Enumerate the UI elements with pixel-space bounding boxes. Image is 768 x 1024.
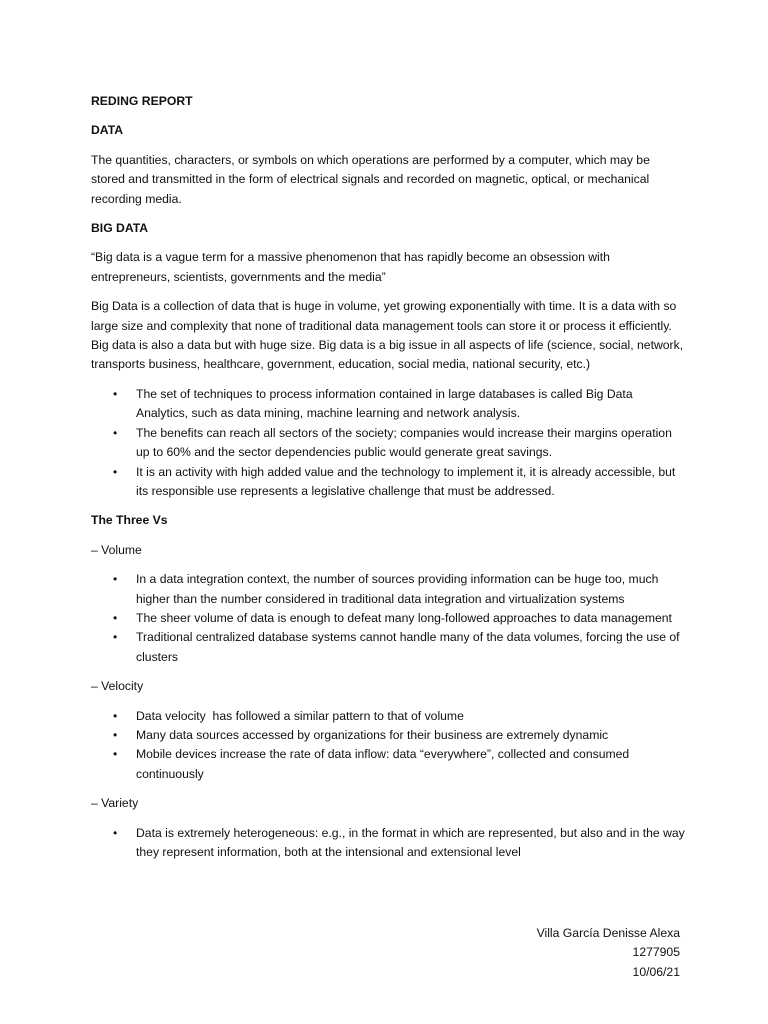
report-title: REDING REPORT bbox=[91, 94, 193, 108]
list-item-text: Mobile devices increase the rate of data inflow: data “everywhere”, collected and consumed continuously bbox=[136, 747, 630, 781]
author-name: Villa García Denisse Alexa bbox=[536, 926, 680, 940]
list-item bbox=[91, 570, 687, 609]
big-data-bullet-list bbox=[91, 385, 687, 501]
bullet-icon: • bbox=[113, 610, 118, 625]
data-definition: The quantities, characters, or symbols on which operations are performed by a computer, which may be stored and transmitted in the form of electrical signals and recorded on magnetic, optical, or mechanical recording media. bbox=[91, 152, 650, 206]
list-item-text: Traditional centralized database systems cannot handle many of the data volumes, forcing the use of clusters bbox=[136, 630, 680, 664]
velocity-bullet-list bbox=[91, 707, 687, 785]
bullet-icon: • bbox=[113, 630, 118, 645]
bullet-icon: • bbox=[113, 708, 118, 723]
signature-block bbox=[537, 924, 680, 982]
bullet-icon: • bbox=[113, 727, 118, 742]
list-item bbox=[91, 745, 687, 784]
variety-label: – Variety bbox=[91, 796, 139, 811]
list-item bbox=[91, 824, 687, 863]
big-data-heading: BIG DATA bbox=[91, 221, 149, 236]
bullet-icon: • bbox=[113, 386, 118, 401]
list-item-text: The set of techniques to process information contained in large databases is called Big Data Analytics, such as data mining, machine learning and network analysis. bbox=[136, 386, 633, 421]
list-item bbox=[91, 726, 687, 745]
list-item-text: The sheer volume of data is enough to defeat many long-followed approaches to data management bbox=[136, 610, 672, 625]
list-item bbox=[91, 609, 687, 628]
volume-bullet-list bbox=[91, 570, 687, 667]
report-date: 10/06/21 bbox=[632, 964, 680, 979]
list-item-text: In a data integration context, the number of sources providing information can be huge too, much higher than the number considered in traditional data integration and virtualization systems bbox=[136, 572, 659, 606]
list-item bbox=[91, 707, 687, 726]
bullet-icon: • bbox=[113, 464, 118, 479]
big-data-quote: “Big data is a vague term for a massive phenomenon that has rapidly become an obsession with entrepreneurs, scientists, governments and the media” bbox=[91, 250, 610, 284]
big-data-paragraph: Big Data is a collection of data that is huge in volume, yet growing exponentially with time. It is a data with so large size and complexity that none of traditional data management tools can store it or process it efficiently. Big data is also a data but with huge size. Big data is a big issue in all aspects of life (science, social, network, transports business, healthcare, government, education, social media, national security, etc.) bbox=[91, 299, 684, 372]
report-body bbox=[91, 92, 687, 872]
list-item bbox=[91, 628, 687, 667]
list-item-text: Many data sources accessed by organizations for their business are extremely dynamic bbox=[136, 727, 609, 742]
three-vs-heading: The Three Vs bbox=[91, 513, 168, 528]
bullet-icon: • bbox=[113, 425, 118, 440]
list-item bbox=[91, 463, 687, 502]
variety-bullet-list bbox=[91, 824, 687, 863]
student-id: 1277905 bbox=[632, 945, 680, 960]
list-item bbox=[91, 385, 687, 424]
list-item-text: The benefits can reach all sectors of the society; companies would increase their margins operation up to 60% and the sector dependencies public would generate great savings. bbox=[136, 425, 672, 460]
data-heading: DATA bbox=[91, 123, 124, 138]
bullet-icon: • bbox=[113, 572, 118, 587]
volume-label: – Volume bbox=[91, 542, 142, 557]
bullet-icon: • bbox=[113, 747, 118, 762]
list-item-text: Data velocity has followed a similar pattern to that of volume bbox=[136, 708, 464, 723]
list-item-text: It is an activity with high added value and the technology to implement it, it is already accessible, but its responsible use represents a legislative challenge that must be addressed. bbox=[136, 464, 676, 498]
bullet-icon: • bbox=[113, 825, 118, 840]
velocity-label: – Velocity bbox=[91, 679, 144, 694]
list-item-text: Data is extremely heterogeneous: e.g., in the format in which are represented, but also and in the way they represent information, both at the intensional and extensional level bbox=[136, 825, 685, 859]
list-item bbox=[91, 424, 687, 463]
